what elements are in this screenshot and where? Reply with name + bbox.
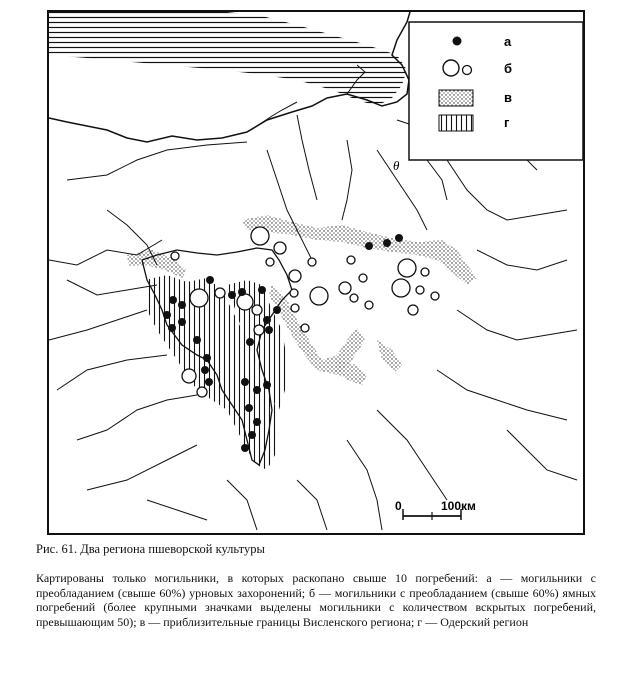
site-filled: [265, 326, 273, 334]
site-open: [347, 256, 355, 264]
site-filled: [206, 276, 214, 284]
open-circle-icon: [443, 60, 459, 76]
site-filled: [263, 381, 271, 389]
site-open: [421, 268, 429, 276]
open-circle-icon-small: [463, 66, 472, 75]
site-open: [171, 252, 179, 260]
scale-zero: 0: [395, 499, 402, 513]
site-open: [408, 305, 418, 315]
filled-dot-icon: [453, 37, 462, 46]
site-open: [308, 258, 316, 266]
site-open: [350, 294, 358, 302]
site-open: [182, 369, 196, 383]
legend-label-g: г: [504, 115, 510, 130]
site-filled: [238, 288, 246, 296]
caption: [36, 542, 596, 629]
site-filled: [383, 239, 391, 247]
site-filled: [365, 242, 373, 250]
sea-area: [49, 12, 407, 106]
site-open: [190, 289, 208, 307]
figure-title: Рис. 61. Два региона пшеворской культуры: [36, 542, 265, 556]
site-open: [274, 242, 286, 254]
site-filled: [253, 386, 261, 394]
site-filled: [241, 444, 249, 452]
site-open: [289, 270, 301, 282]
site-open: [416, 286, 424, 294]
site-filled: [163, 311, 171, 319]
site-open: [254, 325, 264, 335]
site-open: [215, 288, 225, 298]
site-open: [365, 301, 373, 309]
site-filled: [193, 336, 201, 344]
site-open: [251, 227, 269, 245]
site-filled: [178, 301, 186, 309]
site-filled: [228, 291, 236, 299]
legend-label-a: а: [504, 34, 512, 49]
site-open: [266, 258, 274, 266]
site-open: [310, 287, 328, 305]
site-filled: [169, 296, 177, 304]
site-filled: [201, 366, 209, 374]
legend-label-b: б: [504, 61, 513, 76]
site-open: [197, 387, 207, 397]
site-open: [291, 304, 299, 312]
site-open: [237, 294, 253, 310]
scale-end: 100км: [441, 499, 476, 513]
site-open: [431, 292, 439, 300]
site-open: [301, 324, 309, 332]
map: [47, 10, 585, 535]
site-filled: [258, 286, 266, 294]
site-open: [290, 289, 298, 297]
theta-label: θ: [393, 158, 400, 173]
legend: [409, 22, 583, 160]
rivers: [49, 110, 582, 530]
site-filled: [168, 324, 176, 332]
hatched-area-icon: [439, 115, 473, 131]
site-open: [339, 282, 351, 294]
site-open: [392, 279, 410, 297]
scale-bar: [395, 499, 476, 520]
legend-box: [409, 22, 583, 160]
site-filled: [203, 354, 211, 362]
dotted-area-icon: [439, 90, 473, 106]
site-filled: [273, 306, 281, 314]
figure-description: Картированы только могильники, в которых раскопано свыше 10 погребений: а — могильники с преобладанием (свыше 60%) урновых захоронений; б — могильники с преобладанием (свыше 60%) ямных погребений (более крупными значками выделены могильники с количеством вскрытых погребений, превышающим 50); в — приблизительные границы Висленского региона; г — Одерский регион: [36, 571, 596, 629]
site-filled: [245, 404, 253, 412]
site-filled: [205, 378, 213, 386]
legend-label-v: в: [504, 90, 512, 105]
site-filled: [248, 431, 256, 439]
site-filled: [263, 316, 271, 324]
site-filled: [178, 318, 186, 326]
site-open: [252, 305, 262, 315]
site-filled: [395, 234, 403, 242]
site-open: [398, 259, 416, 277]
site-open: [359, 274, 367, 282]
site-filled: [241, 378, 249, 386]
site-filled: [253, 418, 261, 426]
site-filled: [246, 338, 254, 346]
